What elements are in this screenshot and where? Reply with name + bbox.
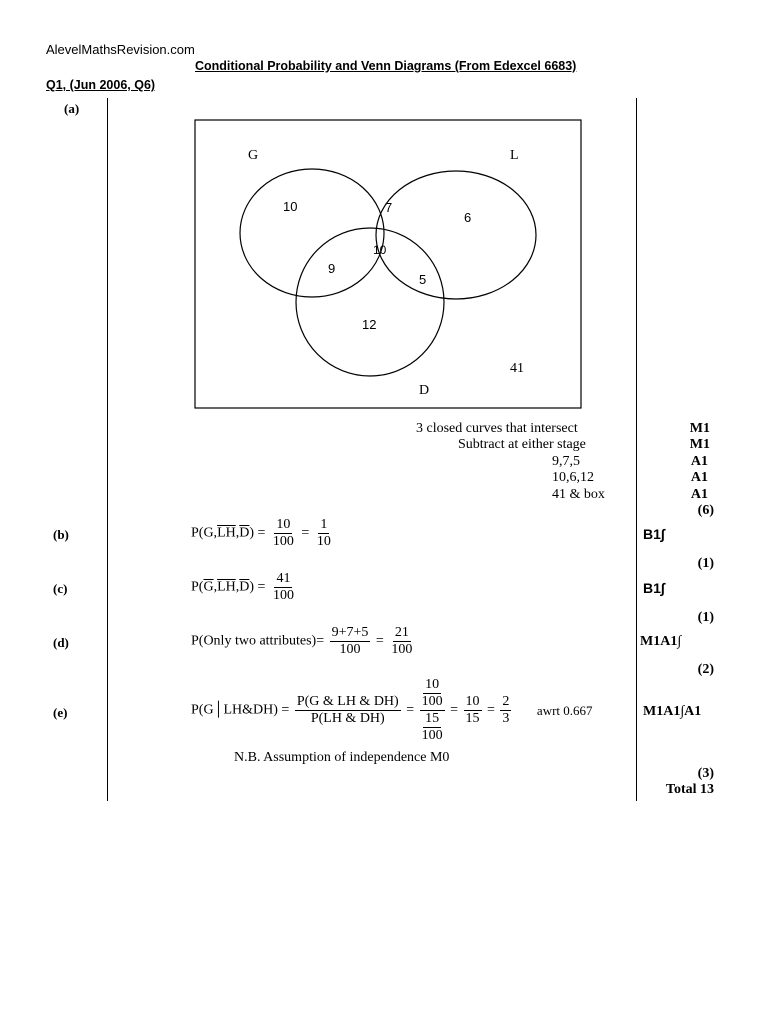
- total-a: (6): [697, 503, 714, 518]
- part-d-label: (d): [53, 635, 69, 650]
- criterion-5: 41 & box: [552, 487, 605, 502]
- total-d: (2): [697, 662, 714, 677]
- mark-3: A1: [690, 454, 708, 469]
- label-l: L: [510, 148, 519, 163]
- part-e-note: N.B. Assumption of independence M0: [234, 750, 450, 765]
- region-g-l-d: 10: [373, 243, 387, 257]
- part-e-label: (e): [53, 705, 68, 720]
- part-b-label: (b): [53, 527, 69, 542]
- right-column-rule: [636, 98, 637, 801]
- mark-d: M1A1∫: [640, 634, 682, 649]
- region-l-and-d: 5: [419, 272, 427, 287]
- mark-e: M1A1∫A1: [643, 704, 702, 719]
- circle-g: [240, 169, 384, 297]
- criterion-1: 3 closed curves that intersect: [416, 421, 578, 436]
- circle-d: [296, 228, 444, 376]
- criterion-4: 10,6,12: [552, 470, 594, 485]
- region-outside: 41: [510, 361, 524, 376]
- region-l-only: 6: [464, 210, 472, 225]
- left-column-rule: [107, 98, 108, 801]
- total-e: (3): [697, 766, 714, 781]
- region-g-and-l: 7: [385, 200, 393, 215]
- region-g-and-d: 9: [328, 261, 336, 276]
- site-name: AlevelMathsRevision.com: [46, 42, 195, 57]
- total-score: Total 13: [665, 782, 714, 797]
- region-d-only: 12: [362, 317, 377, 332]
- criterion-3: 9,7,5: [552, 454, 580, 469]
- criterion-2: Subtract at either stage: [458, 437, 586, 452]
- mark-b: B1∫: [643, 526, 665, 542]
- mark-c: B1∫: [643, 580, 665, 596]
- mark-5: A1: [690, 487, 708, 502]
- page-title: Conditional Probability and Venn Diagrams (From Edexcel 6683): [195, 59, 577, 73]
- venn-diagram: [190, 115, 590, 415]
- part-c-equation: $P(\overline{G},\overline{LH},\overline{D})$ = $\frac{41}{100}$: [191, 571, 294, 603]
- region-g-only: 10: [283, 199, 298, 214]
- part-e-equation: P(G│LH&DH) = $\frac{P(G \& LH \& DH)}{P(LH \& DH)}$ = $\frac{\frac{10}{100}}{\frac{15}{100}}$ = $\frac{10}{15}$ = $\frac{2}{3}$ awrt 0.667: [191, 677, 593, 743]
- question-heading: Q1, (Jun 2006, Q6): [46, 78, 156, 92]
- part-a-label: (a): [64, 101, 80, 116]
- label-g: G: [248, 148, 259, 163]
- label-d: D: [419, 383, 430, 398]
- mark-4: A1: [690, 470, 708, 485]
- part-d-equation: P(Only two attributes)= $\frac{9+7+5}{100}$ = $\frac{21}{100}$: [191, 625, 413, 657]
- part-b-equation: $P(G,\overline{LH},\overline{D})$ = $\frac{10}{100}$ = $\frac{1}{10}$: [191, 517, 331, 549]
- part-c-label: (c): [53, 581, 68, 596]
- total-c: (1): [697, 610, 714, 625]
- mark-1: M1: [689, 421, 710, 436]
- total-b: (1): [697, 556, 714, 571]
- mark-2: M1: [689, 437, 710, 452]
